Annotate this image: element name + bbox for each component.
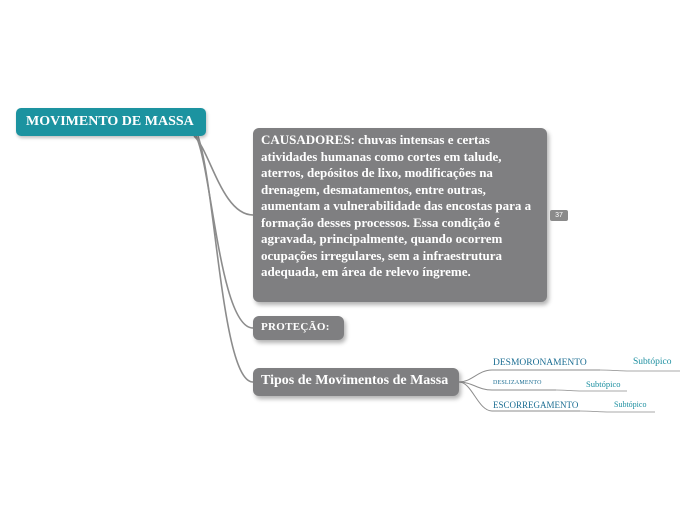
connector-root-tipos bbox=[198, 136, 253, 382]
topic-protecao[interactable]: PROTEÇÃO: bbox=[253, 316, 344, 340]
connector-deslizamento-subtopic bbox=[556, 390, 627, 391]
connector-escorregamento-subtopic bbox=[580, 411, 655, 412]
leaf-escorregamento[interactable]: ESCORREGAMENTO bbox=[493, 400, 579, 410]
leaf-deslizamento[interactable]: DESLIZAMENTO bbox=[493, 380, 542, 386]
connector-desmoronamento-subtopic bbox=[600, 370, 680, 371]
topic-causadores[interactable]: CAUSADORES: chuvas intensas e certas atividades humanas como cortes em talude, aterros, depósitos de lixo, modificações na drenagem, desmatamentos, entre outras, aumentam a vulnerabilidade das encostas para a formação desses processos. Essa condição é agravada, principalmente, quando ocorrem ocupações irregulares, sem a infraestrutura adequada, em área de relevo íngreme. bbox=[253, 128, 547, 302]
subtopic-deslizamento[interactable]: Subtópico bbox=[586, 379, 621, 389]
topic-tipos-de-movimentos[interactable]: Tipos de Movimentos de Massa bbox=[253, 368, 459, 396]
subtopic-desmoronamento[interactable]: Subtópico bbox=[633, 357, 672, 367]
connector-root-causadores bbox=[194, 136, 253, 215]
subtopic-escorregamento[interactable]: Subtópico bbox=[614, 400, 647, 409]
notes-count-badge[interactable]: 37 bbox=[550, 210, 568, 221]
leaf-desmoronamento[interactable]: DESMORONAMENTO bbox=[493, 358, 587, 368]
root-topic-movimento-de-massa[interactable]: MOVIMENTO DE MASSA bbox=[16, 108, 206, 136]
